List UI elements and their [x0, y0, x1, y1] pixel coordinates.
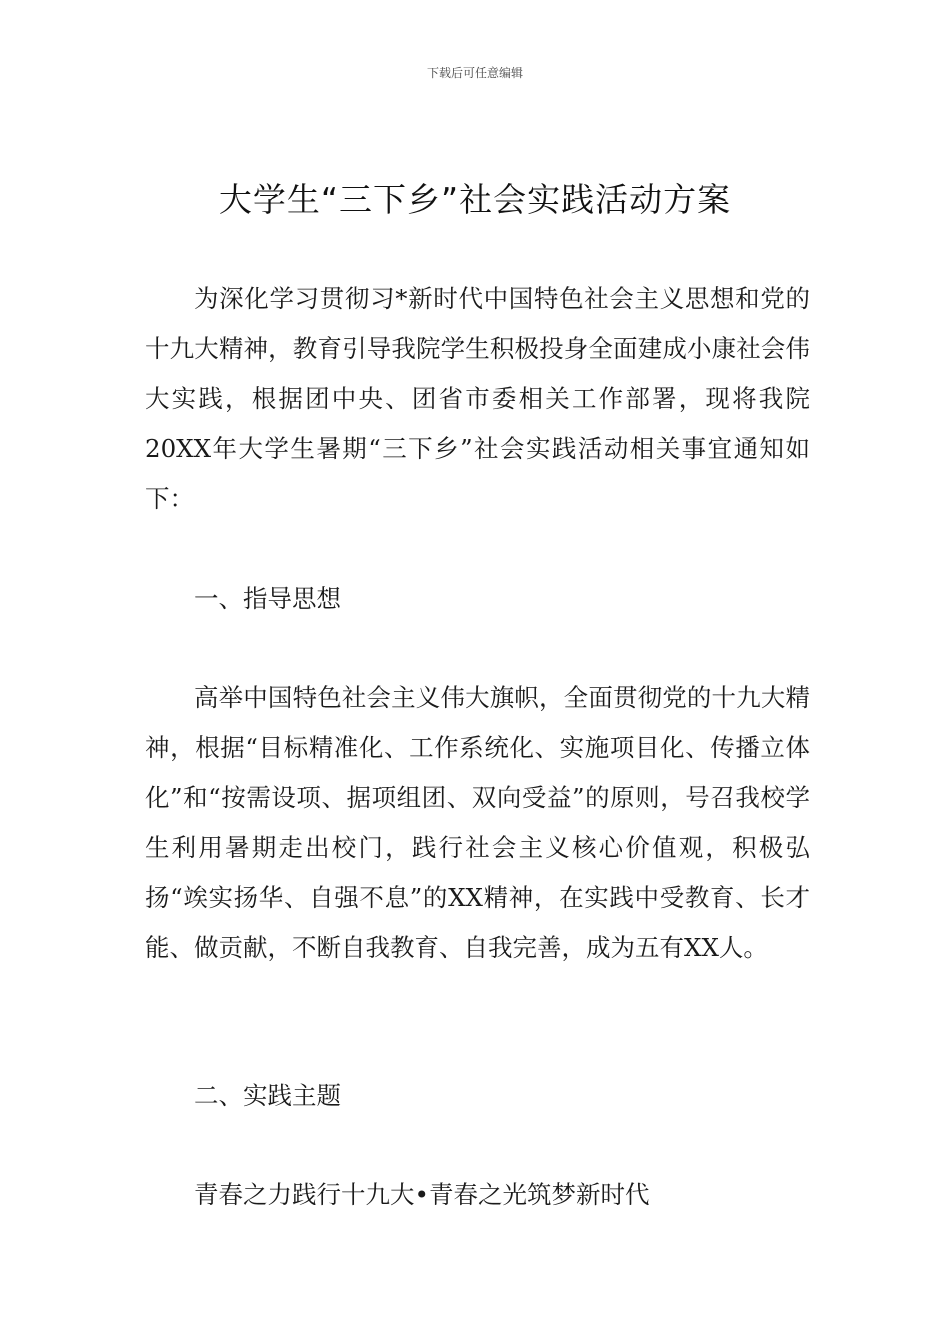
section-2-heading: 二、实践主题: [194, 1081, 341, 1110]
document-title: 大学生“三下乡”社会实践活动方案: [218, 180, 732, 219]
section-1-paragraph: 高举中国特色社会主义伟大旗帜，全面贯彻党的十九大精神，根据“目标精准化、工作系统化、实施项目化、传播立体化”和“按需设项、据项组团、双向受益”的原则，号召我校学生利用暑期走出校门，践行社会主义核心价值观，积极弘扬“竢实扬华、自强不息”的XX精神，在实践中受教育、长才能、做贡献，不断自我教育、自我完善，成为五有XX人。: [145, 683, 810, 962]
section-1-heading: 一、指导思想: [194, 584, 341, 613]
header-note: 下载后可任意编辑: [426, 66, 523, 80]
intro-paragraph: 为深化学习贯彻习*新时代中国特色社会主义思想和党的十九大精神，教育引导我院学生积极投身全面建成小康社会伟大实践，根据团中央、团省市委相关工作部署，现将我院20XX年大学生暑期“三下乡”社会实践活动相关事宜通知如下：: [145, 284, 810, 513]
section-2-paragraph: 青春之力践行十九大•青春之光筑梦新时代: [194, 1180, 650, 1209]
